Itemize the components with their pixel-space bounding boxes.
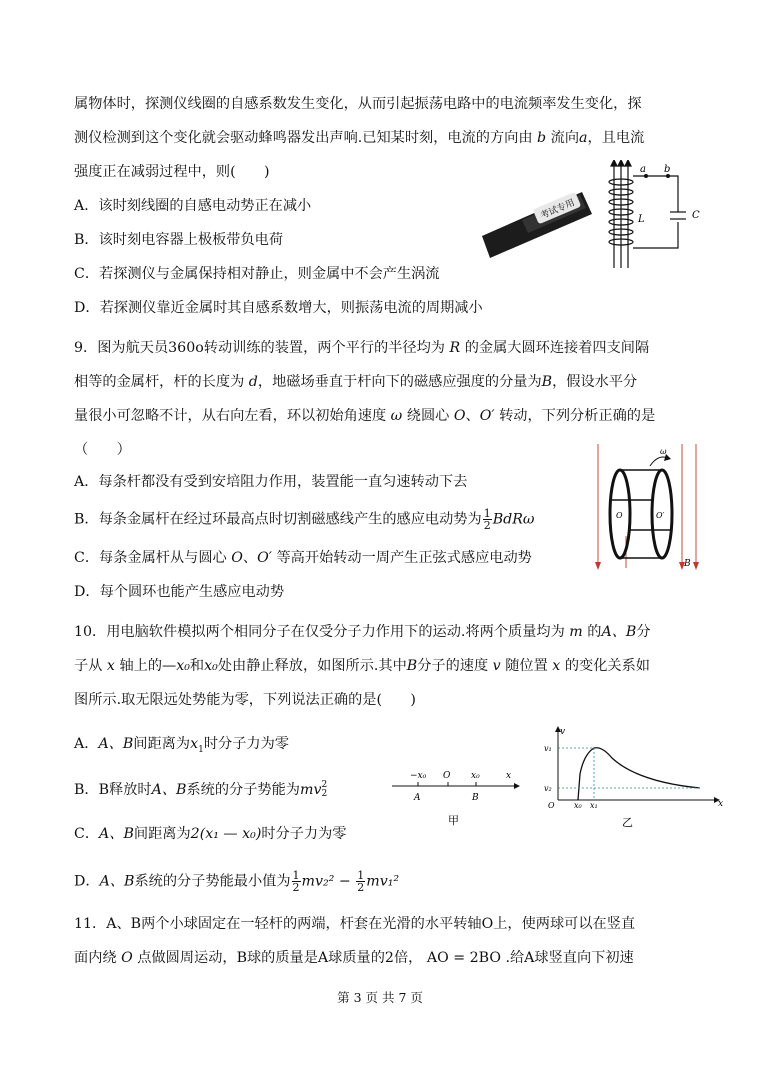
q10-figure-yi xyxy=(540,724,730,840)
label-b: b xyxy=(664,164,671,175)
label-x: x xyxy=(506,771,512,781)
q9-stem-1: 9．图为航天员360o转动训练的装置，两个平行的半径均为 R 的金属大圆环连接着四支间隔 xyxy=(74,340,650,356)
intro-line-3: 强度正在减弱过程中，则( ) xyxy=(74,164,270,180)
label-a: a xyxy=(640,164,646,175)
q9-stem-4: （ ） xyxy=(74,442,131,458)
label-x: x xyxy=(718,799,724,809)
caption-jia: 甲 xyxy=(448,814,459,827)
q9-stem-3: 量很小可忽略不计，从右向左看，环以初始角速度 ω 绕圆心 O、O′ 转动，下列分析正确的是 xyxy=(74,408,656,424)
q10-d-fraction-1: $\frac{1}{2}$ xyxy=(292,869,300,894)
label-O: O xyxy=(548,801,555,810)
label-O: O xyxy=(443,771,451,781)
q10-option-a: A．A、B间距离为$x_1$时分子力为零 xyxy=(74,736,289,755)
q10-stem-3: 图所示.取无限远处势能为零，下列说法正确的是( ) xyxy=(74,692,416,708)
label-A: A xyxy=(414,793,421,803)
q11-stem-2: 面内绕 O 点做圆周运动，B球的质量是A球质量的2倍， AO = 2BO .给A球竖直向下初速 xyxy=(74,950,634,966)
intro-line-1: 属物体时，探测仪线圈的自感系数发生变化，从而引起振荡电路中的电流频率发生变化，探 xyxy=(74,96,642,112)
label-C: C xyxy=(692,210,700,221)
q8-option-c: C．若探测仪与金属保持相对静止，则金属中不会产生涡流 xyxy=(74,266,440,282)
q8-option-b: B．该时刻电容器上极板带负电荷 xyxy=(74,232,284,248)
label-B: B xyxy=(472,793,479,803)
q9-figure xyxy=(592,440,704,574)
page-footer: 第 3 页 共 7 页 xyxy=(337,990,423,1005)
q10-stem-1: 10．用电脑软件模拟两个相同分子在仅受分子力作用下的运动.将两个质量均为 m 的A、B分 xyxy=(74,624,651,640)
caption-yi: 乙 xyxy=(622,816,633,829)
label-B: B xyxy=(684,559,691,569)
label-v: v xyxy=(560,727,566,737)
q10-d-fraction-2: $\frac{1}{2}$ xyxy=(357,869,365,894)
intro-line-2: 测仪检测到这个变化就会驱动蜂鸣器发出声响.已知某时刻，电流的方向由 b 流向a，且电流 xyxy=(74,130,645,146)
label-omega: ω xyxy=(660,447,667,456)
q9-option-d: D．每个圆环也能产生感应电动势 xyxy=(74,584,285,600)
q9-option-b: B．每条金属杆在经过环最高点时切割磁感线产生的感应电动势为 $\frac{1}{2}$ BdRω xyxy=(74,507,535,532)
label-v1: v₁ xyxy=(544,744,552,753)
q9-stem-2: 相等的金属杆，杆的长度为 d，地磁场垂直于杆向下的磁感应强度的分量为B，假设水平分 xyxy=(74,374,638,390)
q10-option-b: B．B释放时A、B系统的分子势能为mv 2 2 xyxy=(74,780,328,799)
label-O: O xyxy=(616,511,623,520)
label-L: L xyxy=(638,214,645,225)
label-x0: x₀ xyxy=(471,771,480,781)
label-neg-x0: −x₀ xyxy=(410,771,427,781)
q8-option-a: A．该时刻线圈的自感电动势正在减小 xyxy=(74,198,312,214)
q10-option-c: C．A、B间距离为2(x₁ — x₀)时分子力为零 xyxy=(74,826,347,842)
detector-label: 考试专用 xyxy=(539,198,577,222)
q9-option-a: A．每条杆都没有受到安培阻力作用，装置能一直匀速转动下去 xyxy=(74,474,468,490)
label-v2: v₂ xyxy=(544,784,552,793)
label-x1: x₁ xyxy=(590,801,598,810)
q9-option-c: C．每条金属杆从与圆心 O、O′ 等高开始转动一周产生正弦式感应电动势 xyxy=(74,550,532,566)
q10-option-d: D．A、B系统的分子势能最小值为 $\frac{1}{2}$ mv₂² − $\frac{1}{2}$ mv₁² xyxy=(74,869,400,894)
metal-detector-image xyxy=(482,192,592,258)
q10-figure-jia xyxy=(388,764,528,830)
q10-stem-2: 子从 x 轴上的—x₀和x₀处由静止释放，如图所示.其中B分子的速度 v 随位置 x 的变化关系如 xyxy=(74,658,650,674)
q11-stem-1: 11．A、B两个小球固定在一轻杆的两端，杆套在光滑的水平转轴O上，使两球可以在竖直 xyxy=(74,916,636,932)
velocity-curve xyxy=(578,748,700,800)
q8-option-d: D．若探测仪靠近金属时其自感系数增大，则振荡电流的周期减小 xyxy=(74,300,483,316)
label-O-prime: O′ xyxy=(656,511,665,520)
q8-figure xyxy=(478,160,718,278)
label-x0: x₀ xyxy=(574,801,582,810)
q9-b-fraction: $\frac{1}{2}$ xyxy=(483,507,491,532)
